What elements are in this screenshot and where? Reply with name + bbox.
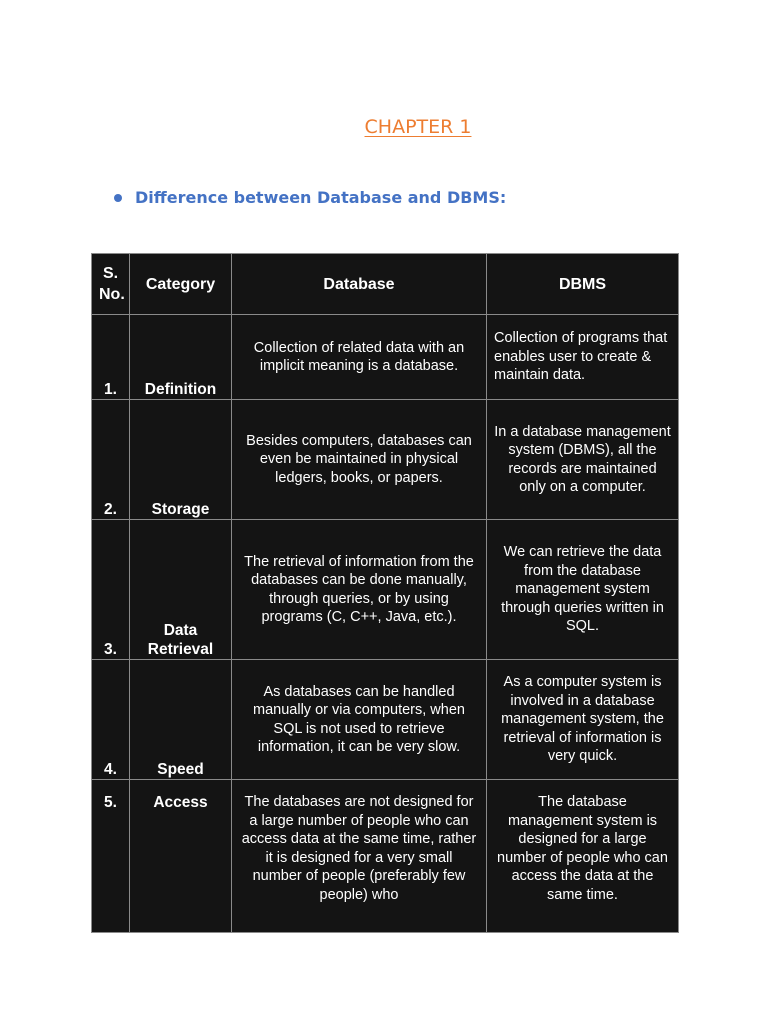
- row-database-text: As databases can be handled manually or via computers, when SQL is not used to retrieve information, it can be very slow.: [232, 660, 487, 780]
- row-database-text: The retrieval of information from the databases can be done manually, through queries, or by using programs (C, C++, Java, etc.).: [232, 520, 487, 660]
- header-category: Category: [130, 254, 232, 315]
- row-sno: 5.: [92, 780, 130, 933]
- row-dbms-text: As a computer system is involved in a database management system, the retrieval of information is very quick.: [487, 660, 679, 780]
- table-row: [92, 315, 679, 400]
- section-heading: [114, 188, 506, 207]
- row-dbms-text: Collection of programs that enables user to create & maintain data.: [487, 315, 679, 400]
- table-row: [92, 780, 679, 933]
- comparison-table: [91, 253, 679, 933]
- header-sno: S. No.: [92, 254, 130, 315]
- row-category: Speed: [130, 660, 232, 780]
- row-sno: 3.: [92, 520, 130, 660]
- section-heading-text: Difference between Database and DBMS:: [135, 188, 507, 207]
- row-sno: 4.: [92, 660, 130, 780]
- table-row: [92, 400, 679, 520]
- row-category: Data Retrieval: [130, 520, 232, 660]
- table-row: [92, 520, 679, 660]
- row-database-text: Collection of related data with an implicit meaning is a database.: [232, 315, 487, 400]
- row-sno: 2.: [92, 400, 130, 520]
- header-dbms: DBMS: [487, 254, 679, 315]
- row-database-text: The databases are not designed for a large number of people who can access data at the same time, rather it is designed for a very small number of people (preferably few people) who: [232, 780, 487, 933]
- header-database: Database: [232, 254, 487, 315]
- row-dbms-text: The database management system is designed for a large number of people who can access the data at the same time.: [487, 780, 679, 933]
- chapter-title: CHAPTER 1: [364, 116, 472, 138]
- bullet-icon: [114, 194, 122, 202]
- row-category: Storage: [130, 400, 232, 520]
- row-dbms-text: We can retrieve the data from the database management system through queries written in SQL.: [487, 520, 679, 660]
- row-database-text: Besides computers, databases can even be maintained in physical ledgers, books, or papers.: [232, 400, 487, 520]
- row-category: Definition: [130, 315, 232, 400]
- row-category: Access: [130, 780, 232, 933]
- table-row: [92, 660, 679, 780]
- row-sno: 1.: [92, 315, 130, 400]
- row-dbms-text: In a database management system (DBMS), all the records are maintained only on a computer.: [487, 400, 679, 520]
- table-header-row: [92, 254, 679, 315]
